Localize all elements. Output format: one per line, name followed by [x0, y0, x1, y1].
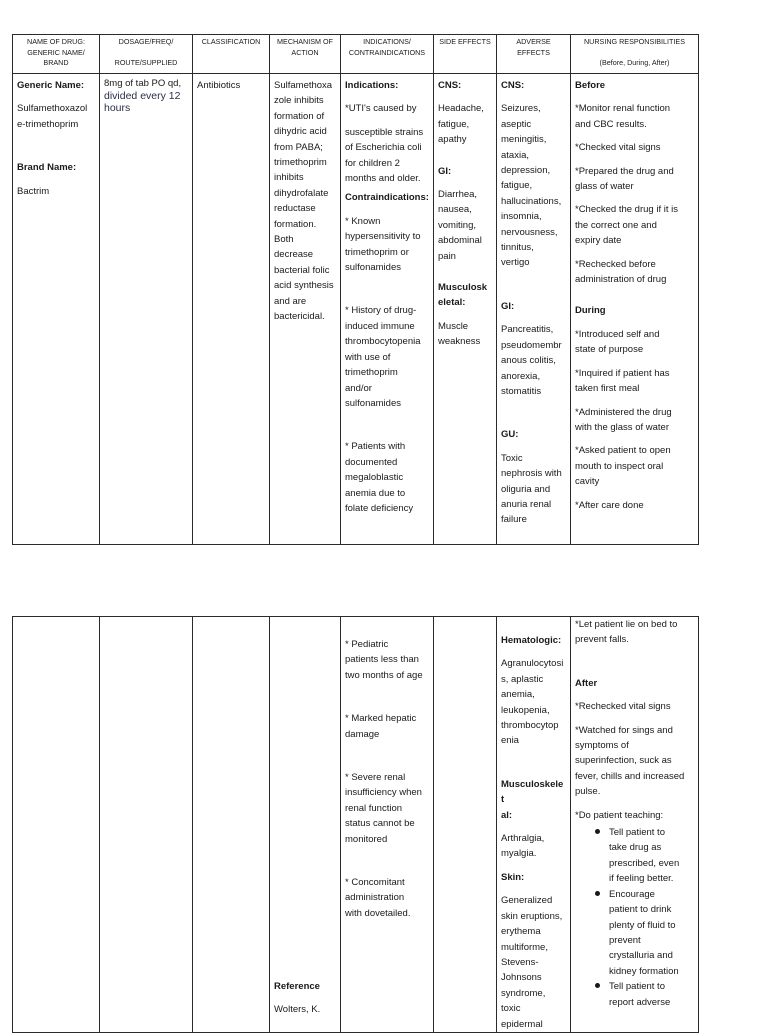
contraindication-item	[345, 214, 429, 276]
header-adverse-effects: ADVERSE EFFECTS	[497, 35, 571, 74]
text-line: kidney formation	[609, 965, 679, 977]
text-line: stomatitis	[501, 385, 542, 397]
text-line: Stevens-	[501, 956, 539, 968]
header-classification: CLASSIFICATION	[193, 35, 270, 74]
cell-mechanism	[270, 74, 341, 545]
cell-mechanism-cont	[270, 617, 341, 1033]
during-item	[575, 366, 694, 397]
drug-study-table-part-2	[12, 616, 699, 1033]
before-item	[575, 164, 694, 195]
text-line: enia	[501, 735, 519, 747]
adverse-gi-label: GI:	[501, 300, 515, 312]
text-line: *Checked the drug if it is	[575, 204, 678, 216]
text-line: * History of drug-	[345, 305, 417, 317]
classification-value: Antibiotics	[197, 80, 241, 91]
text-line: status cannot be	[345, 818, 415, 830]
before-item	[575, 101, 694, 132]
mechanism-line: reductase	[274, 203, 316, 215]
text-line: skin eruptions,	[501, 910, 563, 922]
text-line: Agranulocytosi	[501, 658, 564, 670]
generic-name-label: Generic Name:	[17, 80, 85, 91]
header-side-effects: SIDE EFFECTS	[434, 35, 497, 74]
cell-nursing	[571, 74, 699, 545]
generic-name-line: Sulfamethoxazol	[17, 103, 88, 115]
cell-classification-cont	[193, 617, 270, 1033]
mechanism-line: dihydric acid	[274, 126, 327, 138]
text-line: Johnsons	[501, 972, 542, 984]
text-line: sulfonamides	[345, 262, 401, 274]
during-item	[575, 405, 694, 436]
during-label: During	[575, 305, 606, 317]
text-line: * Severe renal	[345, 772, 406, 784]
text-line: crystalluria and	[609, 950, 673, 962]
text-line: and/or	[345, 382, 372, 394]
during-item	[575, 498, 694, 513]
text-line: anemia due to	[345, 487, 406, 499]
text-line: state of purpose	[575, 344, 644, 356]
text-line: myalgia.	[501, 848, 537, 860]
bullet-icon	[595, 829, 600, 834]
mechanism-line: zole inhibits	[274, 95, 324, 107]
text-line: expiry date	[575, 235, 622, 247]
after-item	[575, 808, 694, 823]
side-musc-list	[438, 319, 492, 350]
teaching-item	[609, 825, 694, 887]
mechanism-line: decrease	[274, 249, 314, 261]
text-line: Pancreatitis,	[501, 324, 554, 336]
text-line: *Asked patient to open	[575, 445, 671, 457]
indications-label: Indications:	[345, 80, 399, 91]
text-line: nervousness,	[501, 226, 558, 238]
side-gi-list	[438, 187, 492, 264]
text-line: megaloblastic	[345, 472, 404, 484]
mechanism-line: bactericidal.	[274, 311, 325, 323]
text-line: glass of water	[575, 181, 634, 193]
text-line: *Prepared the drug and	[575, 165, 674, 177]
text-line: hypersensitivity to	[345, 231, 421, 243]
contraindications-label: Contraindications:	[345, 192, 429, 204]
contraindication-item	[345, 711, 429, 742]
text-line: thrombocytopenia	[345, 336, 421, 348]
side-cns-label: CNS:	[438, 80, 462, 91]
text-line: induced immune	[345, 320, 415, 332]
text-line: fatigue,	[501, 180, 533, 192]
text-line: take drug as	[609, 842, 662, 854]
contraindication-item	[345, 770, 429, 847]
text-line: toxic	[501, 1003, 521, 1015]
text-line: documented	[345, 456, 398, 468]
text-line: taken first meal	[575, 383, 640, 395]
cell-side-effects-cont	[434, 617, 497, 1033]
text-line: aseptic	[501, 118, 532, 130]
text-line: prescribed, even	[609, 857, 680, 869]
text-line: failure	[501, 514, 527, 526]
text-line: tinnitus,	[501, 242, 534, 254]
text-line: s, aplastic	[501, 673, 544, 685]
text-line: *Let patient lie on bed to	[575, 619, 678, 630]
adverse-musc-list	[501, 831, 566, 862]
text-line: * Marked hepatic	[345, 713, 417, 725]
text-line: prevent	[609, 934, 641, 946]
bullet-icon	[595, 891, 600, 896]
mechanism-line: Both	[274, 234, 294, 246]
text-line: Generalized	[501, 895, 553, 907]
side-musc-label: eletal:	[438, 297, 466, 309]
after-item	[575, 723, 694, 800]
text-line: anemia,	[501, 689, 535, 701]
mechanism-line: Sulfamethoxa	[274, 80, 333, 91]
cell-adverse-effects	[497, 74, 571, 545]
text-line: Toxic	[501, 452, 523, 464]
text-line: Headache,	[438, 103, 484, 115]
patient-teaching-list	[575, 825, 694, 1010]
during-item	[575, 443, 694, 489]
text-line: anorexia,	[501, 370, 541, 382]
mechanism-line: dihydrofalate	[274, 187, 329, 199]
cell-adverse-effects-cont	[497, 617, 571, 1033]
text-line: Diarrhea,	[438, 189, 478, 201]
bullet-icon	[595, 983, 600, 988]
text-line: patient to drink	[609, 904, 672, 916]
text-line: Muscle	[438, 320, 469, 332]
text-line: * Concomitant	[345, 877, 405, 889]
brand-name: Bactrim	[17, 185, 50, 197]
text-line: *Do patient teaching:	[575, 809, 664, 821]
text-line: multiforme,	[501, 941, 548, 953]
header-nursing: NURSING RESPONSIBILITIES (Before, During, After)	[571, 35, 699, 74]
reference-label: Reference	[274, 981, 320, 992]
cell-dosage-cont	[100, 617, 193, 1033]
cell-indications-cont	[341, 617, 434, 1033]
dosage-line: 8mg of tab PO qd,	[104, 78, 182, 89]
text-line: *Inquired if patient has	[575, 367, 670, 379]
mechanism-line: inhibits	[274, 172, 304, 184]
contraindication-item	[345, 637, 429, 683]
mechanism-line: formation.	[274, 218, 317, 230]
text-line: *After care done	[575, 499, 644, 511]
adverse-gu-list	[501, 451, 566, 528]
reference-text: Wolters, K.	[274, 1004, 321, 1016]
mechanism-line: acid synthesis	[274, 280, 334, 292]
during-item	[575, 617, 694, 648]
contraindication-item	[345, 303, 429, 411]
contraindication-item	[345, 875, 429, 921]
text-line: anous colitis,	[501, 355, 556, 367]
text-line: if feeling better.	[609, 873, 674, 885]
text-line: pain	[438, 250, 456, 262]
cell-indications	[341, 74, 434, 545]
text-line: erythema	[501, 926, 541, 938]
header-mechanism: MECHANISM OF ACTION	[270, 35, 341, 74]
indication-line: for children 2	[345, 157, 400, 169]
text-line: administration	[345, 892, 405, 904]
adverse-gu-label: GU:	[501, 429, 519, 441]
text-line: pulse.	[575, 786, 601, 798]
text-line: administration of drug	[575, 274, 667, 286]
adverse-gi-list	[501, 322, 566, 399]
text-line: oliguria and	[501, 483, 551, 495]
text-line: depression,	[501, 165, 551, 177]
text-line: leukopenia,	[501, 704, 550, 716]
text-line: insufficiency when	[345, 787, 422, 799]
generic-name-line: e-trimethoprim	[17, 118, 79, 130]
text-line: *Introduced self and	[575, 328, 660, 340]
header-indications: INDICATIONS/ CONTRAINDICATIONS	[341, 35, 434, 74]
text-line: Tell patient to	[609, 981, 665, 993]
text-line: * Pediatric	[345, 639, 389, 650]
body-row	[13, 617, 699, 1033]
text-line: with use of	[345, 351, 391, 363]
text-line: *Rechecked vital signs	[575, 701, 671, 713]
side-gi-label: GI:	[438, 165, 452, 177]
adverse-musc-label: al:	[501, 809, 513, 821]
text-line: with the glass of water	[575, 421, 669, 433]
text-line: monitored	[345, 833, 388, 845]
text-line: vertigo	[501, 257, 530, 269]
adverse-musc-label: Musculoskelet	[501, 778, 564, 806]
text-line: pseudomembr	[501, 339, 562, 351]
text-line: thrombocytop	[501, 720, 559, 732]
cell-dosage	[100, 74, 193, 545]
before-label: Before	[575, 80, 606, 91]
text-line: damage	[345, 728, 380, 740]
text-line: vomiting,	[438, 219, 477, 231]
text-line: Arthralgia,	[501, 833, 545, 845]
text-line: * Patients with	[345, 441, 406, 453]
text-line: sulfonamides	[345, 397, 401, 409]
body-row	[13, 74, 699, 545]
text-line: nephrosis with	[501, 468, 562, 480]
text-line: report adverse	[609, 996, 671, 1008]
indication-line: of Escherichia coli	[345, 142, 422, 154]
text-line: epidermal	[501, 1018, 543, 1030]
text-line: meningitis,	[501, 134, 547, 146]
text-line: Encourage	[609, 888, 655, 900]
teaching-item	[609, 887, 694, 979]
before-item	[575, 202, 694, 248]
text-line: Tell patient to	[609, 827, 665, 839]
text-line: apathy	[438, 134, 467, 146]
cell-drug-name-cont	[13, 617, 100, 1033]
mechanism-line: from PABA;	[274, 141, 323, 153]
text-line: abdominal	[438, 235, 482, 247]
text-line: ataxia,	[501, 149, 529, 161]
adverse-cns-list	[501, 101, 566, 270]
mechanism-line: and are	[274, 295, 307, 307]
adverse-skin-list	[501, 893, 566, 1032]
cell-classification	[193, 74, 270, 545]
text-line: Seizures,	[501, 103, 541, 115]
text-line: fatigue,	[438, 118, 470, 130]
text-line: patients less than	[345, 654, 419, 666]
text-line: with dovetailed.	[345, 907, 411, 919]
text-line: and CBC results.	[575, 118, 647, 130]
text-line: the correct one and	[575, 219, 657, 231]
mechanism-line: bacterial folic	[274, 264, 330, 276]
cell-drug-name	[13, 74, 100, 545]
text-line: plenty of fluid to	[609, 919, 676, 931]
text-line: trimethoprim	[345, 367, 398, 379]
text-line: mouth to inspect oral	[575, 460, 664, 472]
brand-name-label: Brand Name:	[17, 162, 77, 174]
text-line: nausea,	[438, 204, 472, 216]
text-line: *Checked vital signs	[575, 142, 661, 154]
side-cns-list	[438, 101, 492, 147]
mechanism-line: trimethoprim	[274, 157, 327, 169]
text-line: *Administered the drug	[575, 406, 672, 418]
adverse-skin-label: Skin:	[501, 871, 525, 883]
cell-nursing-cont	[571, 617, 699, 1033]
text-line: *Monitor renal function	[575, 103, 671, 115]
indication-line: *UTI's caused by	[345, 103, 417, 115]
header-row	[13, 35, 699, 74]
cell-side-effects	[434, 74, 497, 545]
teaching-item	[609, 979, 694, 1010]
text-line: anuria renal	[501, 498, 552, 510]
text-line: insomnia,	[501, 211, 542, 223]
text-line: trimethoprim or	[345, 246, 409, 258]
after-label: After	[575, 677, 598, 689]
indication-line: months and older.	[345, 173, 421, 185]
text-line: cavity	[575, 476, 600, 488]
header-drug-name: NAME OF DRUG: GENERIC NAME/ BRAND	[13, 35, 100, 74]
text-line: *Watched for sings and	[575, 724, 673, 736]
text-line: folate deficiency	[345, 502, 414, 514]
drug-study-table-part-1	[12, 34, 699, 545]
indication-line: susceptible strains	[345, 126, 424, 138]
adverse-hema-label: Hematologic:	[501, 635, 562, 646]
adverse-cns-label: CNS:	[501, 80, 525, 91]
text-line: * Known	[345, 215, 381, 227]
after-item	[575, 699, 694, 714]
text-line: renal function	[345, 802, 403, 814]
text-line: symptoms of	[575, 740, 629, 752]
dosage-line: divided every 12	[104, 90, 181, 102]
text-line: weakness	[438, 336, 481, 348]
text-line: superinfection, suck as	[575, 755, 672, 767]
dosage-line: hours	[104, 102, 131, 114]
mechanism-line: formation of	[274, 110, 325, 122]
during-item	[575, 327, 694, 358]
text-line: hallucinations,	[501, 195, 562, 207]
text-line: syndrome,	[501, 987, 546, 999]
text-line: prevent falls.	[575, 634, 629, 646]
side-musc-label: Musculosk	[438, 282, 488, 294]
text-line: *Rechecked before	[575, 258, 656, 270]
before-item	[575, 140, 694, 155]
header-dosage: DOSAGE/FREQ/ ROUTE/SUPPLIED	[100, 35, 193, 74]
text-line: two months of age	[345, 669, 423, 681]
text-line: fever, chills and increased	[575, 770, 685, 782]
before-item	[575, 257, 694, 288]
contraindication-item	[345, 439, 429, 516]
adverse-hema-list	[501, 656, 566, 748]
